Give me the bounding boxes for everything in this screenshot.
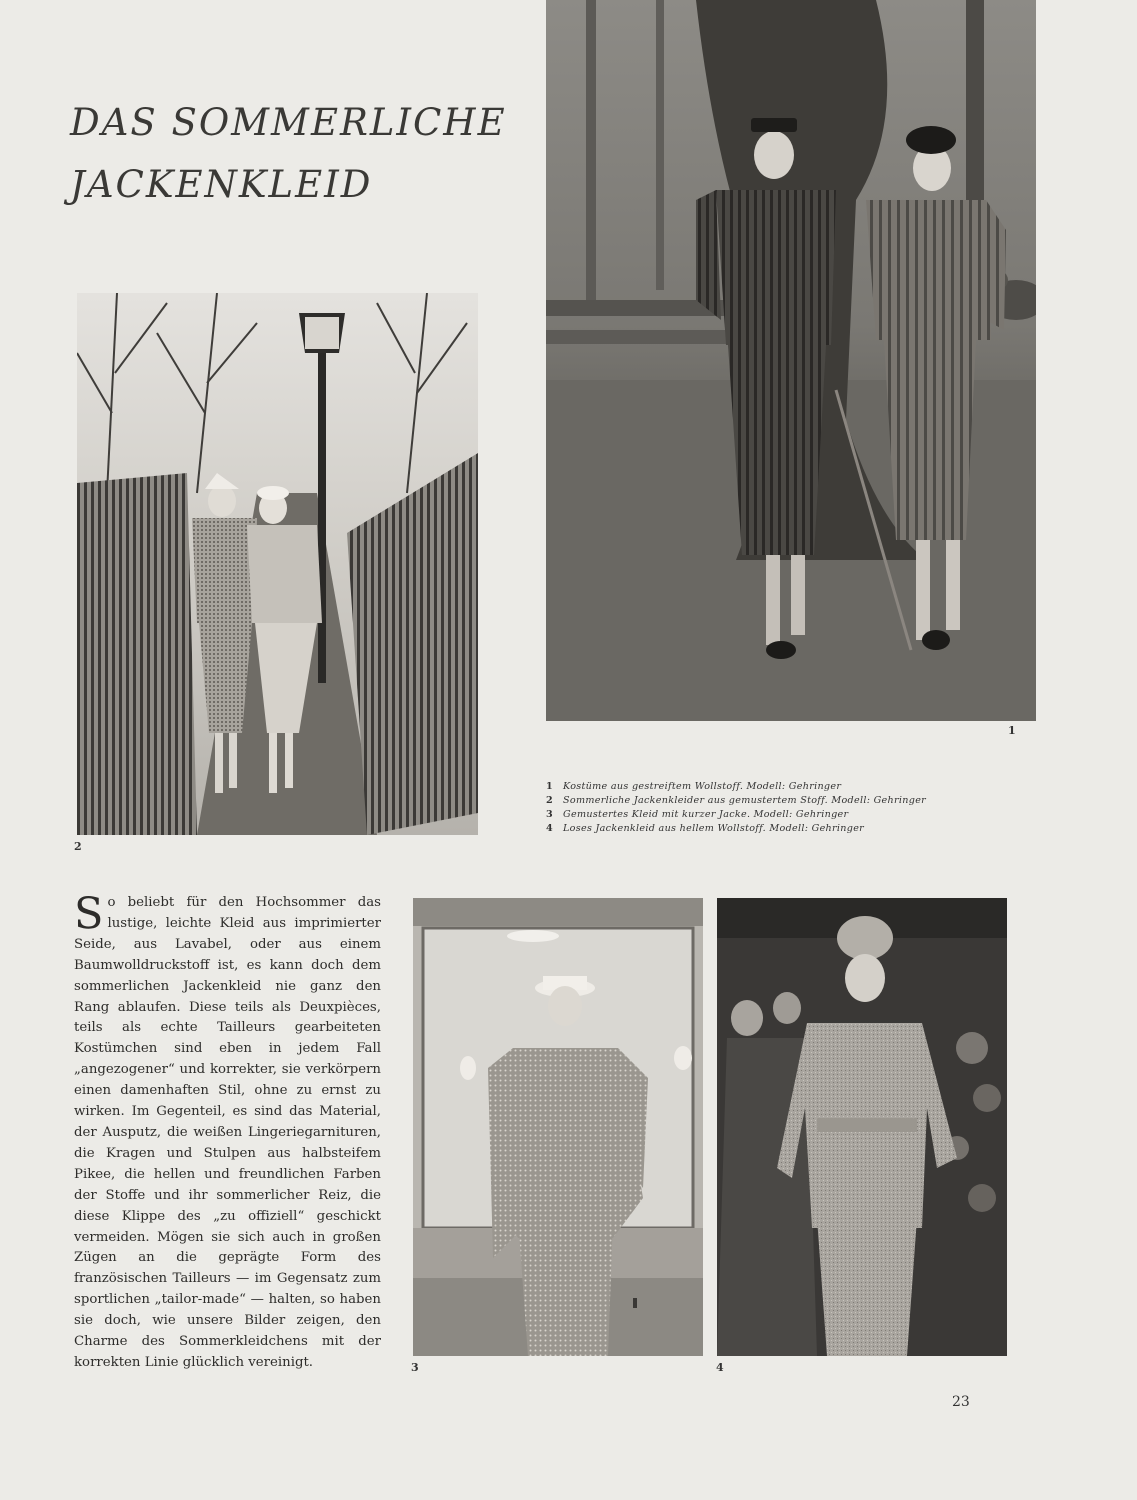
- photo-2-number: 2: [74, 840, 82, 853]
- photo-3: [413, 898, 703, 1356]
- caption-item: 3 Gemustertes Kleid mit kurzer Jacke. Modell: Gehringer: [546, 809, 849, 820]
- caption-item: 2 Sommerliche Jackenkleider aus gemustertem Stoff. Modell: Gehringer: [546, 795, 927, 806]
- title-line-2: JACKENKLEID: [70, 163, 373, 206]
- photo-2: [77, 293, 478, 835]
- photo-3-number: 3: [411, 1361, 419, 1374]
- page-number: 23: [952, 1394, 970, 1410]
- title-line-1: DAS SOMMERLICHE: [70, 101, 507, 144]
- photo-4-number: 4: [716, 1361, 724, 1374]
- article-body: [74, 889, 381, 1374]
- photo-1-number: 1: [1008, 724, 1016, 737]
- caption-item: 1 Kostüme aus gestreiftem Wollstoff. Modell: Gehringer: [546, 781, 842, 792]
- drop-cap: S: [74, 889, 104, 939]
- caption-list: [546, 780, 966, 836]
- photo-1: [546, 0, 1036, 721]
- article-text: o beliebt für den Hochsommer das lustige, leichte Kleid aus imprimierter Seide, aus Lavabel, oder aus einem Baumwolldruckstoff ist, es kann doch dem sommerlichen Jackenkleid nie ganz den Rang ablaufen. Diese teils als Deuxpièces, teils als echte Tailleurs gearbeiteten Kostümchen sind eben in jedem Fall „angezogener“ und korrekter, sie verkörpern einen damenhaften Stil, ohne zu ernst zu wirken. Im Gegenteil, es sind das Material, der Ausputz, die weißen Lingeriegarnituren, die Kragen und Stulpen aus halbsteifem Pikee, die hellen und freundlichen Farben der Stoffe und ihr sommerlicher Reiz, die diese Klippe des „zu offiziell“ geschickt vermeiden. Mögen sie sich auch in großen Zügen an die geprägte Form des französischen Tailleurs — im Gegensatz zum sportlichen „tailor-made“ — halten, so haben sie doch, wie unsere Bilder zeigen, den Charme des Sommerkleidchens mit der korrekten Linie glücklich vereinigt.: [74, 895, 381, 1370]
- page-title: [70, 92, 507, 216]
- photo-4: [717, 898, 1007, 1356]
- caption-item: 4 Loses Jackenkleid aus hellem Wollstoff. Modell: Gehringer: [546, 823, 865, 834]
